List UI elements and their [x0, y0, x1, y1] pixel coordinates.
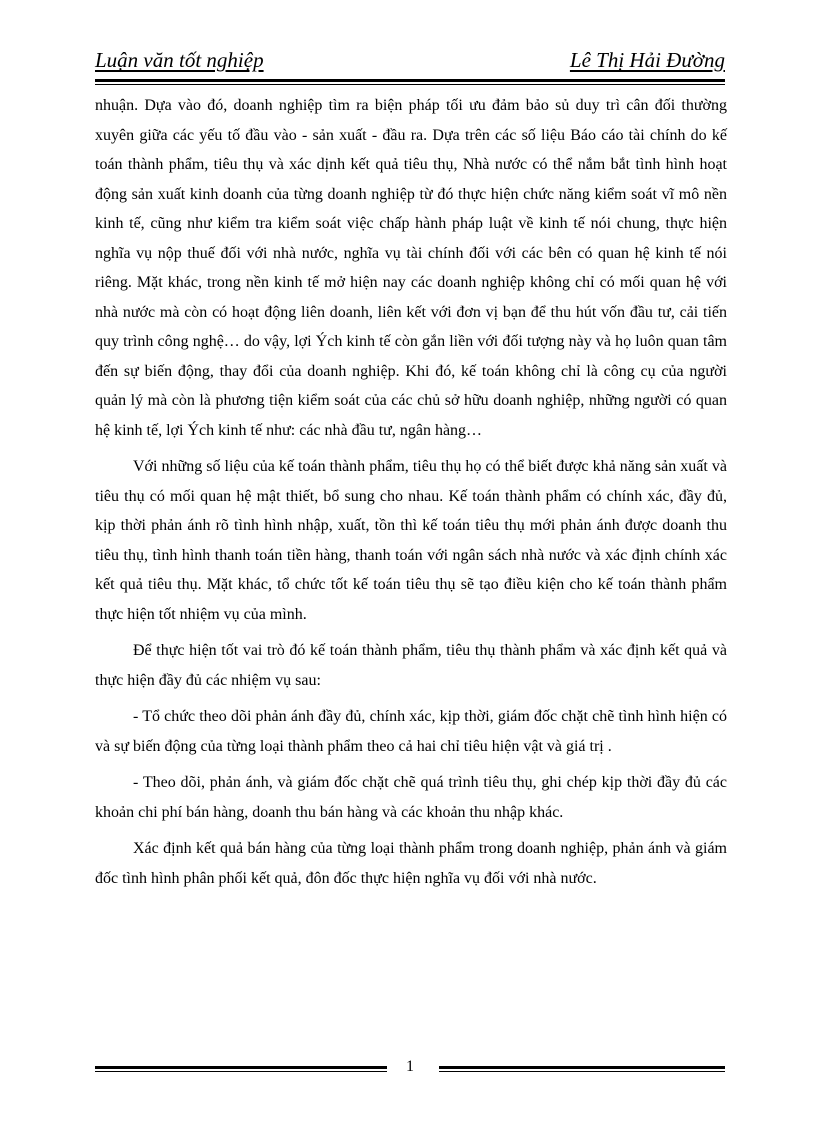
paragraph-1: nhuận. Dựa vào đó, doanh nghiệp tìm ra biện pháp tối ưu đảm bảo sủ duy trì cân đối thường xuyên giữa các yếu tố đầu vào - sản xuất - đầu ra. Dựa trên các số liệu Báo cáo tài chính do kế toán thành phẩm, tiêu thụ và xác dịnh kết quả tiêu thụ, Nhà nước có thể nắm bắt tình hình hoạt động sản xuất kinh doanh của từng doanh nghiệp từ đó thực hiện chức năng kiểm soát vĩ mô nền kinh tế, cũng như kiểm tra kiểm soát việc chấp hành pháp luật về kinh tế nói chung, thực hiện nghĩa vụ nộp thuế đối với nhà nước, nghĩa vụ tài chính đối với các bên có quan hệ kinh tế nói riêng. Mặt khác, trong nền kinh tế mở hiện nay các doanh nghiệp không chỉ có mối quan hệ với nhà nước mà còn có hoạt động liên doanh, liên kết với đơn vị bạn để thu hút vốn đầu tư, cải tiến quy trình công nghệ… do vậy, lợi Ých kinh tế còn gắn liền với đối tượng này và họ luôn quan tâm đến sự biến động, thay đổi của doanh nghiệp. Khi đó, kế toán không chỉ là công cụ của người quản lý mà còn là phương tiện kiểm soát của các chủ sở hữu doanh nghiệp, những người có quan hệ kinh tế, lợi Ých kinh tế như: các nhà đầu tư, ngân hàng…	[95, 97, 727, 439]
page-header	[95, 48, 725, 74]
header-rule	[95, 79, 725, 82]
paragraph-6: Xác định kết quả bán hàng của từng loại thành phẩm trong doanh nghiệp, phản ánh và giám đốc tình hình phân phối kết quả, đôn đốc thực hiện nghĩa vụ đối với nhà nước.	[95, 840, 727, 887]
footer-rule-right-thin	[439, 1071, 725, 1072]
paragraph-2: Với những số liệu của kế toán thành phẩm, tiêu thụ họ có thể biết được khả năng sản xuất và tiêu thụ có mối quan hệ mật thiết, bổ sung cho nhau. Kế toán thành phẩm có chính xác, đầy đủ, kịp thời phản ánh rõ tình hình nhập, xuất, tồn thì kế toán tiêu thụ mới phản ánh được doanh thu tiêu thụ, tình hình thanh toán tiền hàng, thanh toán với ngân sách nhà nước và xác định chính xác kết quả tiêu thụ. Mặt khác, tổ chức tốt kế toán tiêu thụ sẽ tạo điều kiện cho kế toán thành phẩm thực hiện tốt nhiệm vụ của mình.	[95, 458, 727, 623]
footer-rule-left-thin	[95, 1071, 387, 1072]
paragraph-4: - Tổ chức theo dõi phản ánh đầy đủ, chính xác, kịp thời, giám đốc chặt chẽ tình hình hiện có và sự biến động của từng loại thành phẩm theo cả hai chỉ tiêu hiện vật và giá trị .	[95, 708, 727, 755]
paragraph-5: - Theo dõi, phản ánh, và giám đốc chặt chẽ quá trình tiêu thụ, ghi chép kịp thời đầy đủ các khoản chi phí bán hàng, doanh thu bán hàng và các khoản thu nhập khác.	[95, 774, 727, 821]
body-text	[95, 91, 727, 893]
page-footer	[95, 1058, 725, 1088]
page-number: 1	[406, 1058, 414, 1075]
footer-rule-left	[95, 1066, 387, 1069]
header-title: Luận văn tốt nghiệp	[95, 48, 264, 72]
paragraph-3: Để thực hiện tốt vai trò đó kế toán thành phẩm, tiêu thụ thành phẩm và xác định kết quả và thực hiện đầy đủ các nhiệm vụ sau:	[95, 642, 727, 689]
header-author: Lê Thị Hải Đường	[569, 48, 725, 72]
header-rule-thin	[95, 84, 725, 85]
footer-rule-right	[439, 1066, 725, 1069]
